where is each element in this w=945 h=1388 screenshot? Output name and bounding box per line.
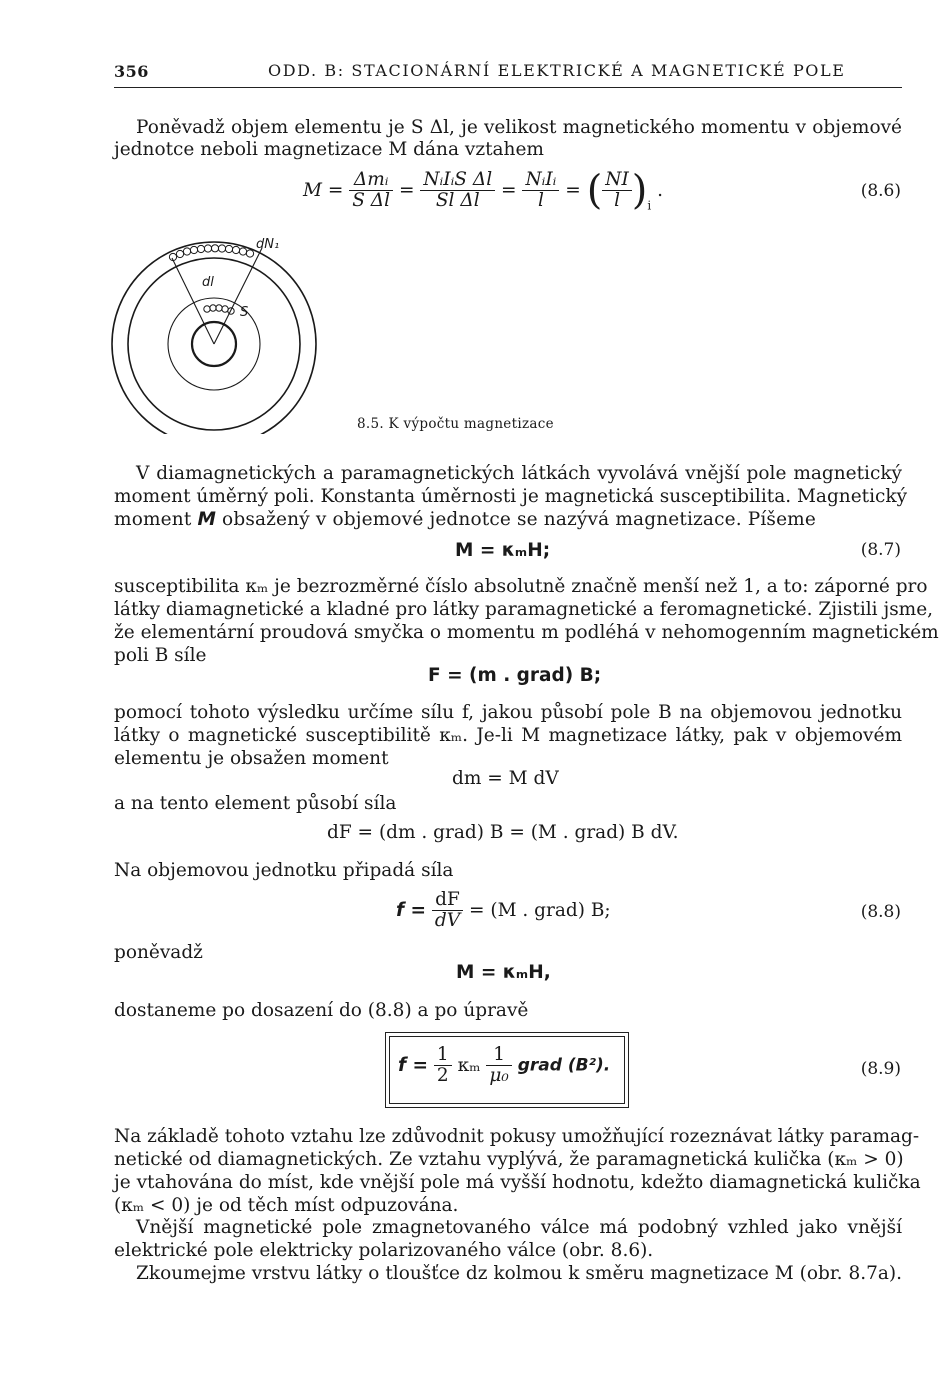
- eq89-f1-num: 1: [434, 1045, 452, 1066]
- para8-line-1: Na základě tohoto vztahu lze zdůvodnit pokusy umožňující rozeznávat látky paramag-: [114, 1126, 920, 1147]
- eq86-f2-den: Sl Δl: [435, 190, 480, 211]
- eq89-f2-den: μ₀: [489, 1065, 509, 1086]
- para1-line-2: moment úměrný poli. Konstanta úměrnosti je magnetická susceptibilita. Magnetický: [114, 486, 908, 507]
- intro-line-2: jednotce neboli magnetizace M dána vztahem: [114, 139, 544, 160]
- para8-line-4: (κₘ < 0) je od těch míst odpuzována.: [114, 1195, 459, 1216]
- para6-line-1: poněvadž: [114, 942, 203, 963]
- figure-magnetization-diagram: [110, 232, 330, 434]
- eq88-num: dF: [432, 890, 463, 911]
- equation-force: F = (m . grad) B;: [428, 665, 602, 686]
- eq87-number: (8.7): [860, 540, 901, 560]
- page-number: 356: [114, 62, 149, 81]
- equation-8-6: M = $\frac{\text{Δmᵢ}}{\text{S Δl}}$ = $\frac{\text{NᵢIᵢS Δl}}{\text{Sl Δl}}$ = $\frac{\text{NᵢIᵢ}}{l}$ = ( $\frac{NI}{l}$ )$_i$ .: [303, 167, 664, 214]
- header-rule: [114, 87, 902, 88]
- eq86-f4-den: l: [614, 190, 620, 211]
- eq89-number: (8.9): [860, 1059, 901, 1079]
- para3-line-1: pomocí tohoto výsledku určíme sílu f, jakou působí pole B na objemovou jednotku: [114, 702, 902, 723]
- equation-8-8: [396, 890, 611, 931]
- figure-label-dl: dl: [202, 275, 214, 290]
- eq88-rhs: = (M . grad) B;: [468, 900, 611, 921]
- eq86-f3-num: NᵢIᵢ: [522, 170, 559, 191]
- para1-line3-M: M: [197, 509, 217, 530]
- para10-line: Zkoumejme vrstvu látky o tloušťce dz kolmou k směru magnetizace M (obr. 8.7a).: [136, 1263, 902, 1284]
- para9-line-2: elektrické pole elektricky polarizovaného válce (obr. 8.6).: [114, 1240, 654, 1261]
- equation-8-7: M = κₘH;: [455, 540, 551, 561]
- para8-line-2: netické od diamagnetických. Ze vztahu vyplývá, že paramagnetická kulička (κₘ > 0): [114, 1149, 904, 1170]
- para9-line-1: Vnější magnetické pole zmagnetovaného válce má podobný vzhled jako vnější: [136, 1217, 902, 1238]
- outer-circle: [112, 242, 316, 434]
- eq89-kappa: κₘ: [457, 1055, 481, 1076]
- eq88-number: (8.8): [860, 902, 901, 922]
- para2-line-3: že elementární proudová smyčka o momentu m podléhá v nehomogenním magnetickém: [114, 622, 939, 643]
- eq89-f2-num: 1: [486, 1045, 511, 1066]
- eq86-number: (8.6): [860, 181, 901, 201]
- para1-line3-a: moment: [114, 509, 192, 530]
- para8-line-3: je vtahována do míst, kde vnější pole má vyšší hodnotu, kdežto diamagnetická kulička: [114, 1172, 921, 1193]
- equation-8-9: [398, 1045, 610, 1086]
- eq86-f4-num: NI: [602, 170, 632, 191]
- equation-M: M = κₘH,: [456, 962, 551, 983]
- eq89-lhs: f =: [398, 1055, 428, 1076]
- para3-line-3: elementu je obsažen moment: [114, 748, 389, 769]
- para1-line3-b: obsažený v objemové jednotce se nazývá magnetizace. Píšeme: [222, 509, 816, 530]
- eq88-den: dV: [434, 910, 461, 931]
- equation-dm: dm = M dV: [452, 768, 559, 789]
- eq86-f4-sub: i: [647, 198, 652, 213]
- eq89-rhs: grad (B²).: [517, 1055, 611, 1076]
- para2-line-4: poli B síle: [114, 645, 207, 666]
- para2-line-2: látky diamagnetické a kladné pro látky paramagnetické a feromagnetické. Zjistili jsme,: [114, 599, 934, 620]
- intro-line-1: Poněvadž objem elementu je S Δl, je velikost magnetického momentu v objemové: [136, 117, 902, 138]
- eq86-tail: .: [657, 180, 664, 201]
- running-title: ODD. B: STACIONÁRNÍ ELEKTRICKÉ A MAGNETICKÉ POLE: [268, 61, 846, 80]
- figure-caption: 8.5. K výpočtu magnetizace: [357, 416, 554, 432]
- para1-line-1: V diamagnetických a paramagnetických látkách vyvolává vnější pole magnetický: [136, 463, 902, 484]
- eq88-lhs: f =: [396, 900, 426, 921]
- figure-label-S: S: [240, 305, 249, 320]
- para3-line-2: látky o magnetické susceptibilitě κₘ. Je-li M magnetizace látky, pak v objemovém: [114, 725, 902, 746]
- eq86-f2-num: NᵢIᵢS Δl: [420, 170, 495, 191]
- eq89-f1-den: 2: [436, 1065, 449, 1086]
- eq86-f1-num: Δmᵢ: [349, 170, 393, 191]
- para2-line-1: susceptibilita κₘ je bezrozměrné číslo absolutně značně menší než 1, a to: záporné pro: [114, 576, 928, 597]
- eq86-eq2: =: [501, 180, 517, 201]
- eq86-lhs: M =: [303, 180, 344, 201]
- eq86-eq1: =: [398, 180, 415, 201]
- eq86-f3-den: l: [537, 190, 544, 211]
- equation-dF: dF = (dm . grad) B = (M . grad) B dV.: [327, 822, 679, 843]
- eq86-f1-den: S Δl: [352, 190, 391, 211]
- para7-line-1: dostaneme po dosazení do (8.8) a po úpravě: [114, 1000, 529, 1021]
- para5-line-1: Na objemovou jednotku připadá síla: [114, 860, 454, 881]
- eq86-eq3: =: [565, 180, 581, 201]
- figure-label-dN: dN₁: [256, 237, 280, 252]
- para4-line-1: a na tento element působí síla: [114, 793, 397, 814]
- para1-line-3: [114, 509, 816, 531]
